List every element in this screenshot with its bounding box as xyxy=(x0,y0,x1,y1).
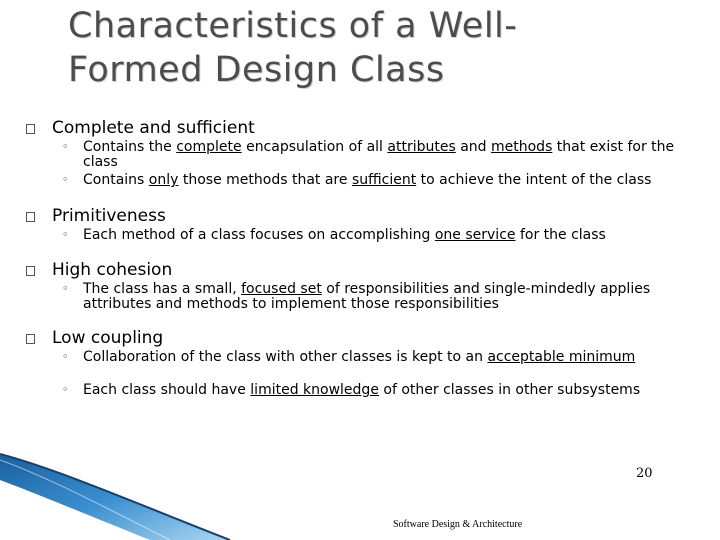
sub-bullet-circle-icon: ◦ xyxy=(62,173,69,186)
text-run: for the class xyxy=(515,227,606,243)
text-run: The class has a small, xyxy=(83,281,242,297)
bullet-heading: Primitiveness xyxy=(52,206,166,226)
bullet-heading: High cohesion xyxy=(52,260,173,280)
text-run: Contains the xyxy=(83,139,177,155)
bullet-box-icon xyxy=(26,266,35,276)
sub-bullet-text xyxy=(83,383,682,398)
footer-text: Software Design & Architecture xyxy=(393,519,523,530)
bullet-box-icon xyxy=(26,334,35,344)
sub-bullet-circle-icon: ◦ xyxy=(62,282,69,295)
sub-bullet-circle-icon: ◦ xyxy=(62,228,69,241)
text-run: Each method of a class focuses on accomplishing xyxy=(83,227,435,243)
sub-bullet-circle-icon: ◦ xyxy=(62,350,69,363)
title-line-1: Characteristics of a Well- xyxy=(68,6,518,46)
underlined-term: sufficient xyxy=(351,172,417,188)
text-run: Collaboration of the class with other classes is kept to an xyxy=(83,349,488,365)
text-run: of other classes in other subsystems xyxy=(378,382,641,398)
bullet-box-icon xyxy=(26,212,35,222)
text-run: those methods that are xyxy=(178,172,352,188)
sub-bullet xyxy=(62,173,682,188)
text-run: to achieve the intent of the class xyxy=(416,172,652,188)
text-run: encapsulation of all xyxy=(241,139,388,155)
sub-bullet xyxy=(62,350,682,365)
underlined-term: methods xyxy=(491,139,553,155)
sub-bullet-text xyxy=(83,350,682,365)
sub-bullet xyxy=(62,140,682,169)
text-run: and xyxy=(455,139,491,155)
sub-bullet-circle-icon: ◦ xyxy=(62,383,69,396)
sub-bullet-circle-icon: ◦ xyxy=(62,140,69,153)
sub-bullet-text xyxy=(83,228,682,243)
text-run: that exist for the class xyxy=(83,139,675,170)
underlined-term: focused set xyxy=(241,281,322,297)
text-run: Contains xyxy=(83,172,149,188)
text-run: Each class should have xyxy=(83,382,251,398)
underlined-term: only xyxy=(148,172,179,188)
title-line-2: Formed Design Class xyxy=(68,50,445,90)
sub-bullet-text xyxy=(83,173,682,188)
sub-bullet-text xyxy=(83,140,682,169)
sub-bullet xyxy=(62,383,682,398)
underlined-term: complete xyxy=(176,139,242,155)
corner-swoosh-decoration xyxy=(0,450,720,540)
underlined-term: one service xyxy=(434,227,516,243)
underlined-term: acceptable minimum xyxy=(487,349,636,365)
page-number: 20 xyxy=(636,466,653,481)
bullet-heading: Low coupling xyxy=(52,328,164,348)
bullet-box-icon xyxy=(26,124,35,134)
underlined-term: attributes xyxy=(387,139,456,155)
text-run: of responsibilities and single-mindedly applies attributes and methods to implement those responsibilities xyxy=(83,281,651,312)
slide-title xyxy=(68,4,708,92)
sub-bullet xyxy=(62,228,682,243)
sub-bullet xyxy=(62,282,682,311)
bullet-heading: Complete and sufficient xyxy=(52,118,255,138)
sub-bullet-text xyxy=(83,282,682,311)
underlined-term: limited knowledge xyxy=(250,382,379,398)
